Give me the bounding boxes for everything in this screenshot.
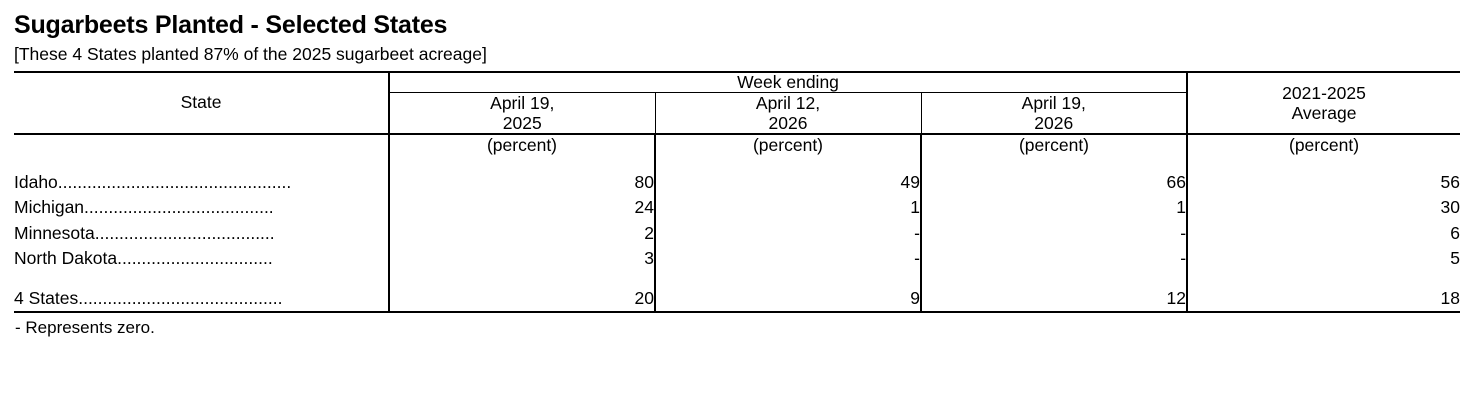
header-date-col1-line2: 2025 [502,112,542,133]
page-subtitle: [These 4 States planted 87% of the 2025 sugarbeet acreage] [14,43,487,64]
row-col3: - [921,221,1187,246]
header-date-col1-line1: April 19, [490,92,555,113]
units-row [14,134,1460,156]
units-col2: (percent) [655,134,921,156]
row-leader-dots: ................................................ [57,172,292,192]
row-state-name: North Dakota [14,248,118,269]
row-state-name: Michigan [14,197,85,218]
row-leader-dots: ....................................... [84,197,274,218]
header-average-line1: 2021-2025 [1282,82,1366,103]
header-average [1187,72,1460,135]
header-date-col2-line2: 2026 [768,112,808,133]
row-col2: 1 [655,195,921,220]
header-row-group [14,72,1460,93]
row-state-name: Minnesota [14,222,95,243]
page-title: Sugarbeets Planted - Selected States [14,11,448,39]
table-row [14,195,1460,220]
row-leader-dots: ..................................... [94,222,275,243]
total-average: 18 [1187,286,1460,312]
table-row [14,170,1460,195]
row-label [14,170,389,195]
total-col1: 20 [389,286,655,312]
table-row [14,246,1460,271]
header-average-line2: Average [1291,102,1357,123]
row-average: 6 [1450,222,1461,243]
row-label [14,195,389,220]
row-col2: - [655,246,921,271]
header-date-col1 [389,92,655,134]
table-row [14,221,1460,246]
header-date-col2-line1: April 12, [755,92,821,113]
row-col1: 24 [389,195,655,220]
spacer-row-top [14,156,1460,170]
row-col1: 2 [389,221,655,246]
header-state: State [14,72,389,135]
row-col2: - [655,221,921,246]
units-average: (percent) [1187,134,1460,156]
total-state-name: 4 States [14,287,79,308]
row-label [14,221,389,246]
row-col3: - [921,246,1187,271]
row-state-name: Idaho [14,172,58,192]
row-col3: 66 [921,170,1187,195]
header-date-col3-line2: 2026 [1034,112,1074,133]
footnote: - Represents zero. [15,317,155,337]
total-col3: 12 [921,286,1187,312]
units-col3: (percent) [921,134,1187,156]
row-average: 56 [1440,172,1461,192]
total-col2: 9 [655,286,921,312]
total-label [14,286,389,312]
row-average: 30 [1440,197,1461,218]
header-week-ending: Week ending [389,72,1187,93]
row-average: 5 [1450,248,1461,269]
row-col1: 80 [389,170,655,195]
row-col2: 49 [655,170,921,195]
header-date-col3 [921,92,1187,134]
row-leader-dots: ................................ [117,248,273,269]
spacer-row-before-total [14,272,1460,286]
row-col1: 3 [389,246,655,271]
header-date-col2 [655,92,921,134]
row-label [14,246,389,271]
units-col1: (percent) [389,134,655,156]
header-date-col3-line1: April 19, [1021,92,1086,113]
row-col3: 1 [921,195,1187,220]
total-leader-dots: .......................................... [78,287,283,308]
units-state [14,134,389,156]
table-row-total [14,286,1460,312]
sugarbeets-planted-table [14,71,1460,313]
